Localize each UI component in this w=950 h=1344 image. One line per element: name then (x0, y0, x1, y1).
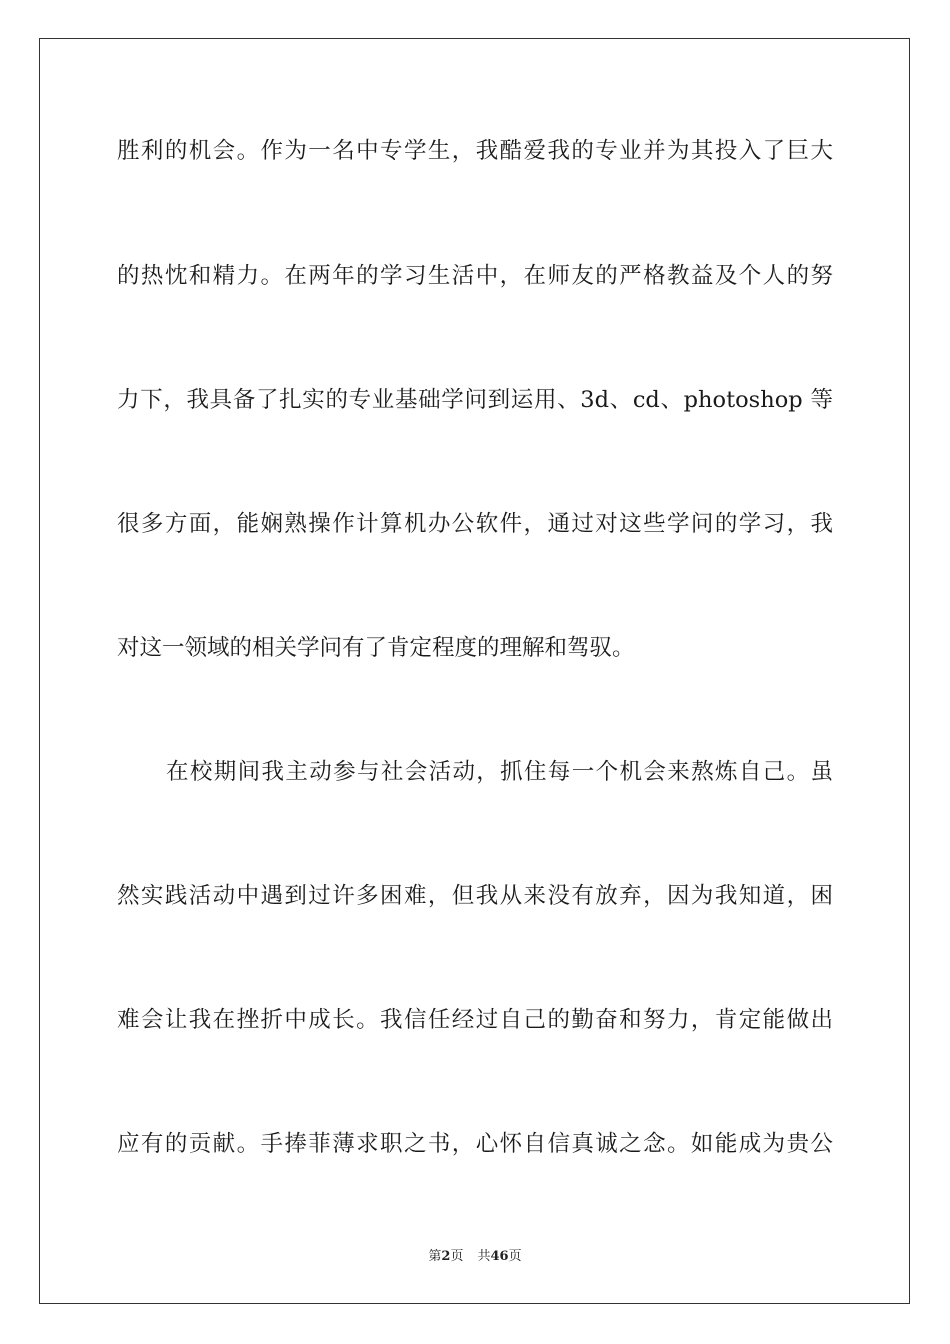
page-number: 2 (441, 1249, 451, 1264)
text-line: 难会让我在挫折中成长。我信任经过自己的勤奋和努力，肯定能做出 (117, 1007, 833, 1033)
text-line: 对这一领域的相关学问有了肯定程度的理解和驾驭。 (117, 635, 635, 661)
paragraph-first-line: 在校期间我主动参与社会活动，抓住每一个机会来熬炼自己。虽 (166, 759, 833, 785)
text-line: 应有的贡献。手捧菲薄求职之书，心怀自信真诚之念。如能成为贵公 (117, 1131, 833, 1157)
page-suffix: 页 (450, 1249, 464, 1264)
page-prefix: 第 (428, 1249, 442, 1264)
text-line: 很多方面，能娴熟操作计算机办公软件，通过对这些学问的学习，我 (117, 511, 833, 537)
page-border (39, 38, 910, 1304)
text-line: 的热忱和精力。在两年的学习生活中，在师友的严格教益及个人的努 (117, 263, 833, 289)
page-footer (0, 1245, 950, 1264)
total-pages: 46 (490, 1249, 509, 1264)
text-line: 然实践活动中遇到过许多困难，但我从来没有放弃，因为我知道，困 (117, 883, 833, 909)
total-prefix: 共 (477, 1249, 491, 1264)
text-line: 胜利的机会。作为一名中专学生，我酷爱我的专业并为其投入了巨大 (117, 138, 833, 164)
text-line: 力下，我具备了扎实的专业基础学问到运用、3d、cd、photoshop 等 (117, 387, 833, 413)
total-suffix: 页 (508, 1249, 522, 1264)
